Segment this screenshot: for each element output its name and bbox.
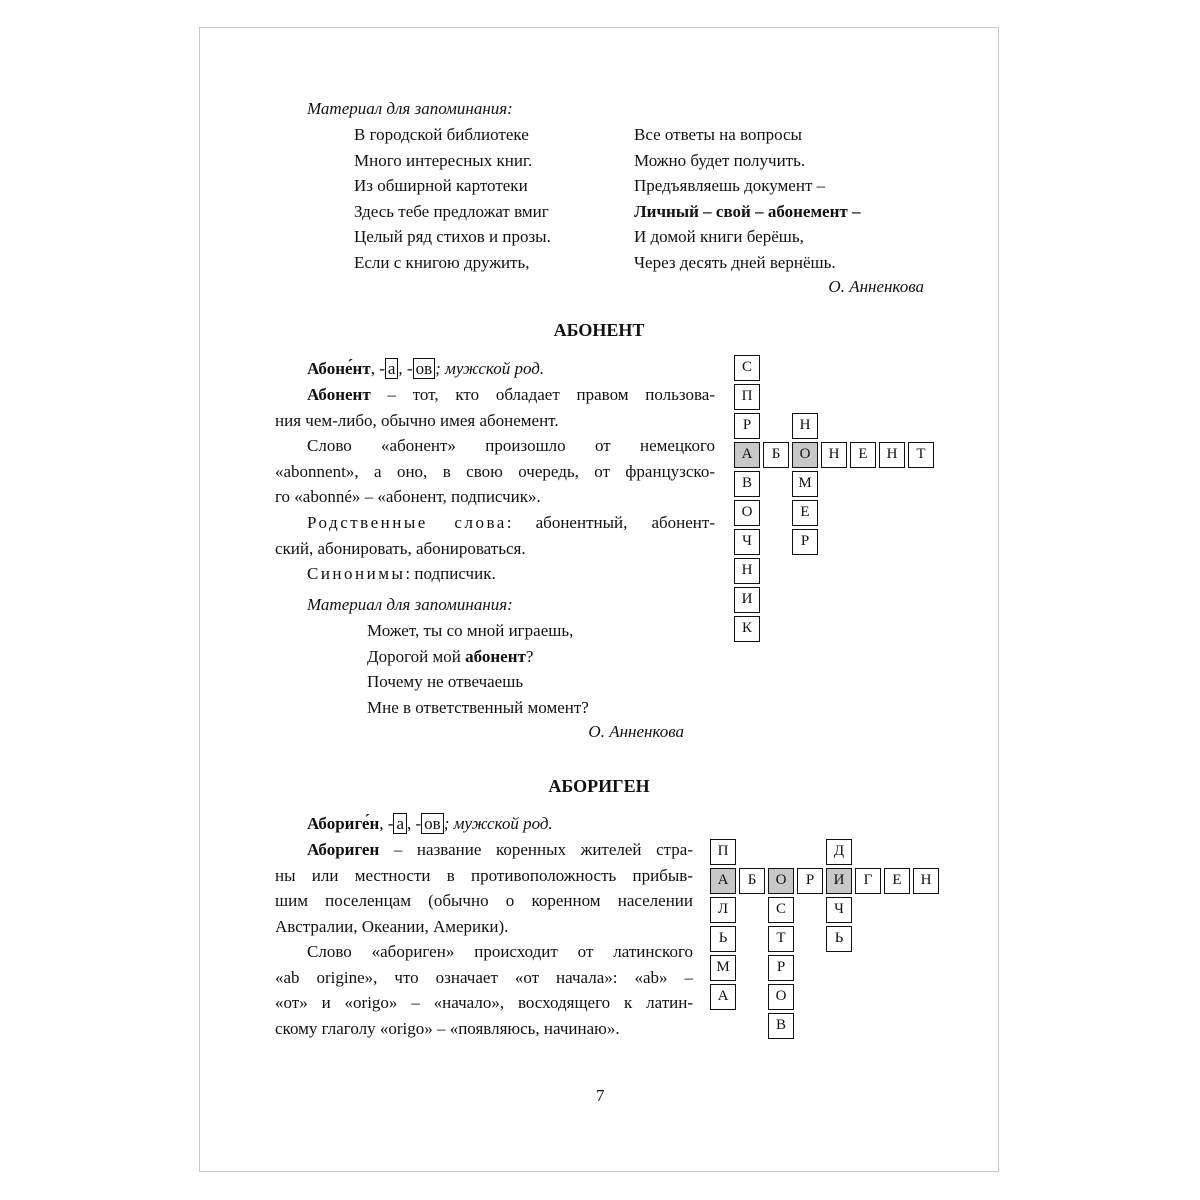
synonyms-line <box>307 561 496 587</box>
separator: , - <box>370 359 385 378</box>
section-heading-aborigen: АБОРИГЕН <box>548 776 650 796</box>
separator: , - <box>379 814 394 833</box>
poem-line: Мне в ответственный момент? <box>367 697 589 717</box>
poem-line <box>367 644 589 670</box>
poem-text: Личный – свой – <box>634 201 768 221</box>
text: : подписчик. <box>405 564 496 583</box>
text-line: «ab origine», что означает «от начала»: «ab» – <box>275 967 693 987</box>
poem-line: И домой книги берёшь, <box>634 227 804 246</box>
poem-line: Все ответы на вопросы <box>634 125 802 144</box>
crossword-cell: Н <box>821 442 847 468</box>
poem-line <box>634 199 860 225</box>
poem-author: О. Анненкова <box>828 277 924 296</box>
term: Абориген <box>307 840 380 859</box>
memory-material-label: Материал для запоминания: <box>307 99 513 118</box>
crossword-cell: Е <box>884 868 910 894</box>
text: Дорогой мой <box>367 646 466 666</box>
crossword-cell: Р <box>792 529 818 555</box>
text-line: шим поселенцам (обычно о коренном населении <box>275 891 693 910</box>
crossword-cell: Д <box>826 839 852 865</box>
headword: Абориге́н <box>307 814 380 833</box>
crossword-cell-highlighted: А <box>734 442 760 468</box>
entry-headword-line <box>307 356 544 382</box>
definition-paragraph <box>275 837 693 939</box>
text-line: скому глаголу «origo» – «появляюсь, начинаю». <box>275 1018 620 1038</box>
section-heading-abonent: АБОНЕНТ <box>553 320 645 340</box>
text-line: го «abonné» – «абонент, подписчик». <box>275 487 541 506</box>
poem-line: Предъявляешь документ – <box>634 176 826 195</box>
synonyms-label: Синонимы <box>307 564 406 583</box>
crossword-cell: М <box>792 471 818 497</box>
crossword-cell: П <box>710 839 736 865</box>
poem-keyword: абонемент – <box>767 201 861 221</box>
separator: , - <box>407 814 422 833</box>
crossword-cell: Ч <box>826 897 852 923</box>
book-page <box>199 27 999 1172</box>
text: : абонентный, абонент- <box>506 513 715 532</box>
poem-line: Здесь тебе предложат вмиг <box>354 201 549 221</box>
page-number: 7 <box>596 1086 605 1105</box>
text-line: Слово «абонент» произошло от немецкого <box>307 436 715 455</box>
text-line: «от» и «origo» – «начало», восходящего к латин- <box>275 993 693 1012</box>
text-line <box>275 510 715 536</box>
crossword-cell: Г <box>855 868 881 894</box>
poem-line: Много интересных книг. <box>354 150 533 170</box>
definition-paragraph <box>275 382 715 433</box>
related-label: Родственные слова <box>307 513 507 532</box>
gender-label: ; мужской род. <box>435 359 545 378</box>
text-line: ны или местности в противоположность прибыв- <box>275 865 693 885</box>
poem-line: Из обширной картотеки <box>354 176 528 195</box>
poem-line: Через десять дней вернёшь. <box>634 252 836 272</box>
poem-block <box>367 618 589 720</box>
poem-author: О. Анненкова <box>588 722 684 741</box>
poem-line: Почему не отвечаешь <box>367 672 524 691</box>
crossword-cell: Т <box>768 926 794 952</box>
text: – название коренных жителей стра- <box>379 840 693 859</box>
crossword-cell: К <box>734 616 760 642</box>
crossword-cell: Б <box>739 868 765 894</box>
crossword-cell: Р <box>797 868 823 894</box>
crossword-cell: А <box>710 984 736 1010</box>
term: Абонент <box>307 385 371 404</box>
gender-label: ; мужской род. <box>443 814 553 833</box>
poem-line: Целый ряд стихов и прозы. <box>354 227 551 246</box>
crossword-cell: О <box>734 500 760 526</box>
crossword-cell: С <box>734 355 760 381</box>
poem-column-right <box>634 122 860 275</box>
crossword-cell: Е <box>850 442 876 468</box>
poem-line: Можно будет получить. <box>634 150 806 170</box>
crossword-cell: Л <box>710 897 736 923</box>
crossword-cell: Е <box>792 500 818 526</box>
crossword-cell: Н <box>792 413 818 439</box>
poem-keyword: абонент <box>465 646 526 666</box>
crossword-cell: О <box>768 984 794 1010</box>
crossword-cell-highlighted: И <box>826 868 852 894</box>
crossword-cell: С <box>768 897 794 923</box>
related-words-paragraph <box>275 510 715 561</box>
suffix-box: а <box>393 813 407 834</box>
memory-material-label: Материал для запоминания: <box>307 595 513 614</box>
crossword-cell-highlighted: А <box>710 868 736 894</box>
suffix-box: ов <box>421 813 444 834</box>
crossword-cell: Н <box>734 558 760 584</box>
entry-headword-line <box>307 811 553 837</box>
text-line: «abonnent», а оно, в свою очередь, от французско- <box>275 461 715 481</box>
poem-line: Может, ты со мной играешь, <box>367 621 574 640</box>
crossword-cell: Н <box>913 868 939 894</box>
poem-column-left <box>354 122 551 275</box>
etymology-paragraph <box>275 433 715 510</box>
text-line: ский, абонировать, абонироваться. <box>275 538 526 558</box>
crossword-cell: В <box>768 1013 794 1039</box>
poem-line: В городской библиотеке <box>354 125 529 144</box>
poem-line: Если с книгою дружить, <box>354 252 530 272</box>
crossword-cell: Б <box>763 442 789 468</box>
headword: Абоне́нт <box>307 359 371 378</box>
crossword-cell: Т <box>908 442 934 468</box>
crossword-cell: М <box>710 955 736 981</box>
text-line: ния чем-либо, обычно имея абонемент. <box>275 410 559 430</box>
etymology-paragraph <box>275 939 693 1041</box>
suffix-box: а <box>385 358 399 379</box>
suffix-box: ов <box>413 358 436 379</box>
text-line <box>275 382 715 408</box>
text-line: Слово «абориген» происходит от латинского <box>307 942 693 961</box>
crossword-cell-highlighted: О <box>792 442 818 468</box>
crossword-cell: Н <box>879 442 905 468</box>
crossword-cell: Ь <box>826 926 852 952</box>
crossword-cell: П <box>734 384 760 410</box>
crossword-cell-highlighted: О <box>768 868 794 894</box>
text: ? <box>525 646 534 666</box>
text-line: Австралии, Океании, Америки). <box>275 916 509 936</box>
crossword-cell: Ь <box>710 926 736 952</box>
separator: , - <box>398 359 413 378</box>
crossword-cell: И <box>734 587 760 613</box>
text: – тот, кто обладает правом пользова- <box>370 385 715 404</box>
text-line <box>275 837 693 863</box>
crossword-cell: В <box>734 471 760 497</box>
crossword-cell: Р <box>768 955 794 981</box>
crossword-cell: Р <box>734 413 760 439</box>
crossword-cell: Ч <box>734 529 760 555</box>
